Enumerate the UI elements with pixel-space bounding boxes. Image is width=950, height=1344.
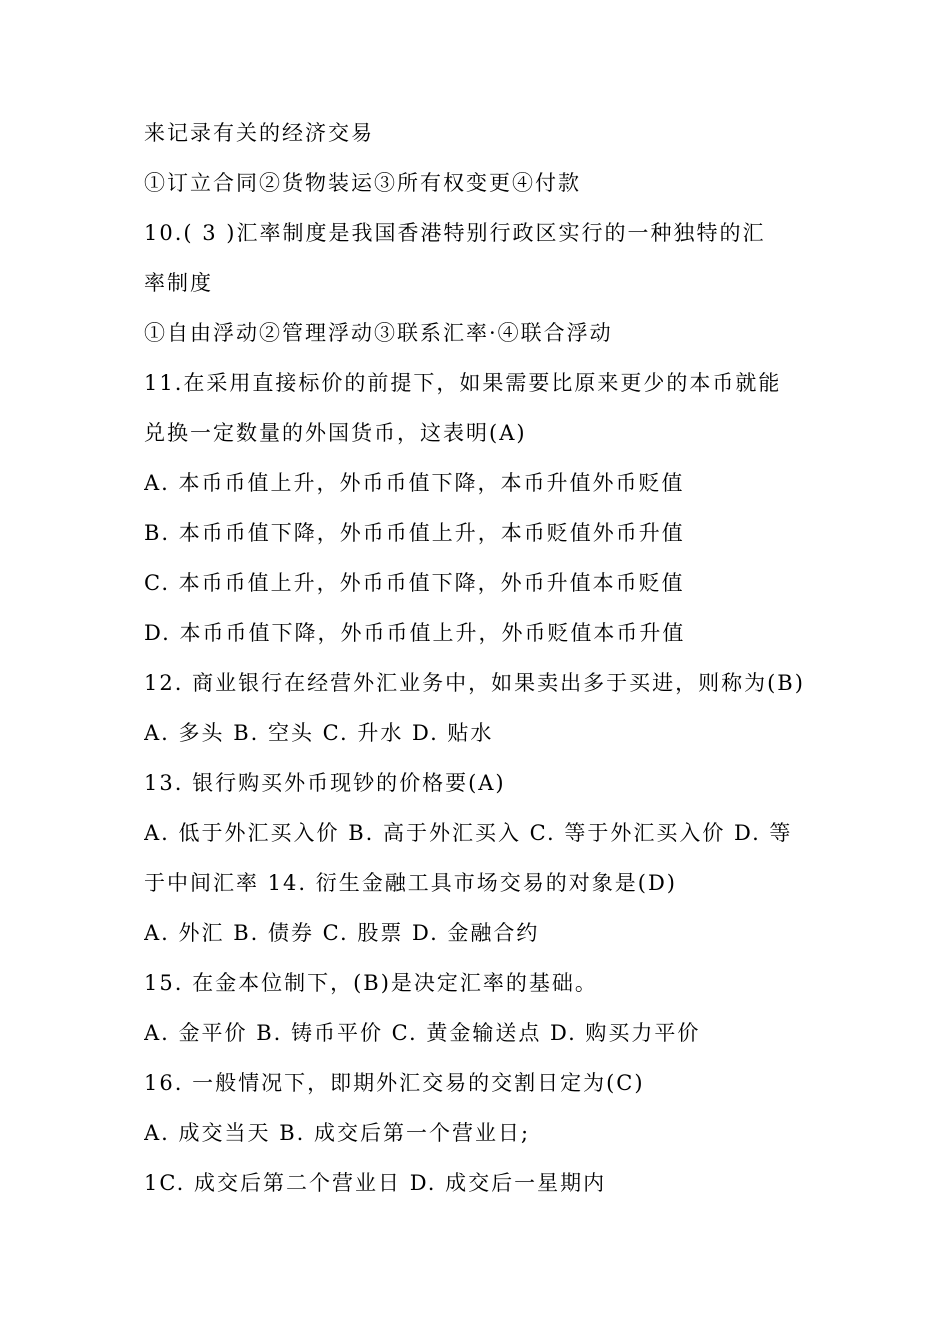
question-16-text: 16. 一般情况下，即期外汇交易的交割日定为(C) [144,1071,645,1095]
text-line: 率制度 [144,271,213,295]
question-11-option-c: C. 本币币值上升，外币币值下降，外币升值本币贬值 [144,571,685,595]
question-16-options-ab: A. 成交当天 B. 成交后第一个营业日; [144,1121,531,1145]
question-10-text: 10.( 3 )汇率制度是我国香港特别行政区实行的一种独特的汇 [144,221,766,245]
question-12-text: 12. 商业银行在经营外汇业务中，如果卖出多于买进，则称为(B) [144,671,805,695]
question-15-text: 15. 在金本位制下，(B)是决定汇率的基础。 [144,971,598,995]
question-14-options: A. 外汇 B. 债券 C. 股票 D. 金融合约 [144,921,540,945]
question-11-option-d: D. 本币币值下降，外币币值上升，外币贬值本币升值 [144,621,686,645]
text-line: 兑换一定数量的外国货币，这表明(A) [144,421,527,445]
document-body [144,108,824,1208]
question-11-option-b: B. 本币币值下降，外币币值上升，本币贬值外币升值 [144,521,685,545]
question-11-option-a: A. 本币币值上升，外币币值下降，本币升值外币贬值 [144,471,685,495]
text-line: ①订立合同②货物装运③所有权变更④付款 [144,171,581,195]
question-15-options: A. 金平价 B. 铸币平价 C. 黄金输送点 D. 购买力平价 [144,1021,701,1045]
question-10-options: ①自由浮动②管理浮动③联系汇率·④联合浮动 [144,321,613,345]
question-13-text: 13. 银行购买外币现钞的价格要(A) [144,771,506,795]
question-13-options: A. 低于外汇买入价 B. 高于外汇买入 C. 等于外汇买入价 D. 等 [144,821,793,845]
question-11-text: 11.在采用直接标价的前提下，如果需要比原来更少的本币就能 [144,371,782,395]
text-line: 来记录有关的经济交易 [144,121,374,145]
question-12-options: A. 多头 B. 空头 C. 升水 D. 贴水 [144,721,494,745]
question-14-text: 于中间汇率 14. 衍生金融工具市场交易的对象是(D) [144,871,677,895]
question-16-options-cd: 1C. 成交后第二个营业日 D. 成交后一星期内 [144,1171,607,1195]
